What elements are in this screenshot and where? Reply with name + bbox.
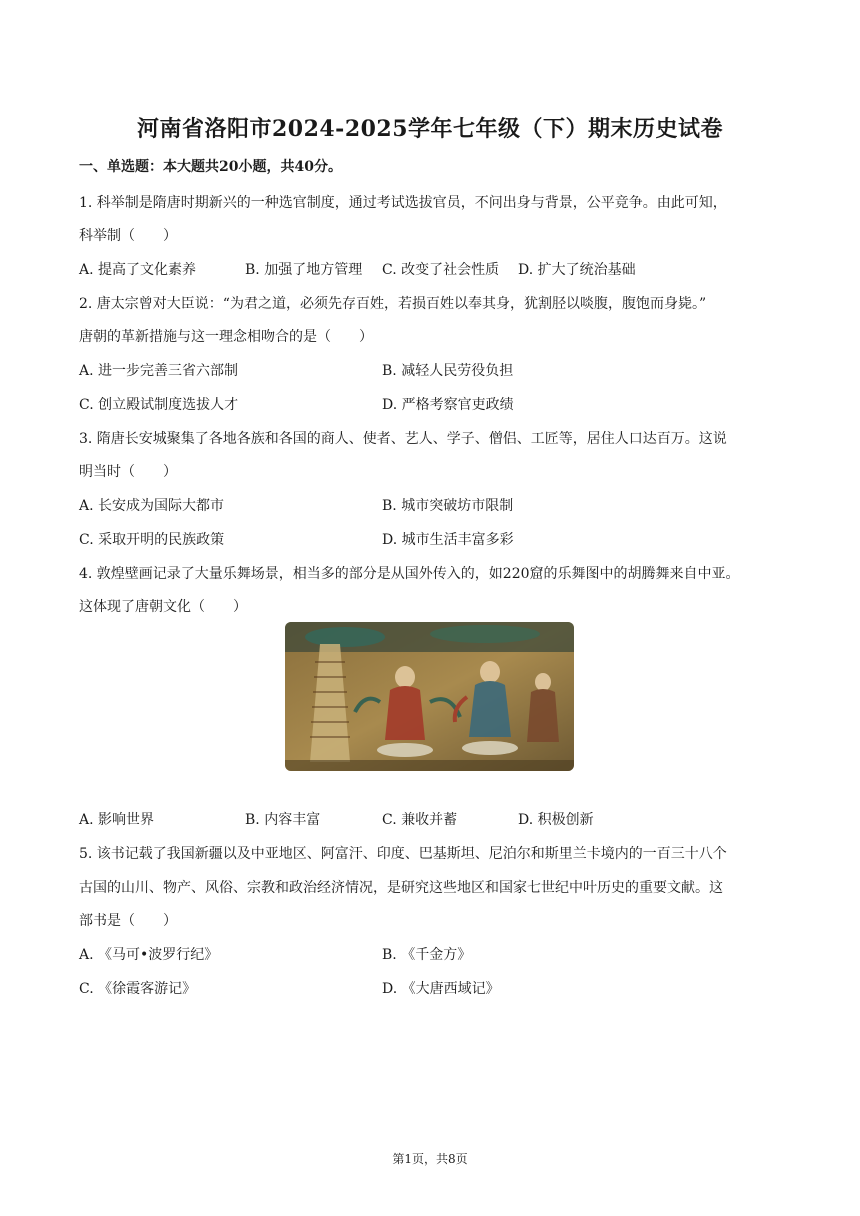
question-3-line-2: 明当时（ ）	[79, 464, 177, 480]
question-5-line-3: 部书是（ ）	[79, 913, 177, 929]
section-heading: 一、单选题：本大题共20小题，共40分。	[79, 159, 342, 175]
q5-option-c: C. 《徐霞客游记》	[79, 981, 197, 997]
question-4-line-2: 这体现了唐朝文化（ ）	[79, 599, 247, 615]
q2-option-c: C. 创立殿试制度选拔人才	[79, 397, 239, 413]
q5-option-b: B. 《千金方》	[382, 947, 472, 963]
question-4-line-1: 4. 敦煌壁画记录了大量乐舞场景，相当多的部分是从国外传入的，如220窟的乐舞图中的胡腾舞来自中亚。	[79, 566, 740, 582]
question-1-line-2: 科举制（ ）	[79, 228, 177, 244]
question-3-line-1: 3. 隋唐长安城聚集了各地各族和各国的商人、使者、艺人、学子、僧侣、工匠等，居住人口达百万。这说	[79, 431, 727, 447]
q5-option-d: D. 《大唐西域记》	[382, 981, 500, 997]
q1-option-a: A. 提高了文化素养	[79, 262, 197, 278]
q4-option-a: A. 影响世界	[79, 812, 155, 828]
question-5-line-2: 古国的山川、物产、风俗、宗教和政治经济情况，是研究这些地区和国家七世纪中叶历史的重要文献。这	[79, 880, 723, 896]
page-title: 河南省洛阳市2024-2025学年七年级（下）期末历史试卷	[136, 116, 724, 142]
q2-option-d: D. 严格考察官吏政绩	[382, 397, 514, 413]
q1-option-b: B. 加强了地方管理	[245, 262, 363, 278]
q3-option-a: A. 长安成为国际大都市	[79, 498, 225, 514]
question-2-line-2: 唐朝的革新措施与这一理念相吻合的是（ ）	[79, 329, 373, 345]
q2-option-a: A. 进一步完善三省六部制	[79, 363, 239, 379]
q5-option-a: A. 《马可•波罗行纪》	[79, 947, 219, 963]
question-2-line-1: 2. 唐太宗曾对大臣说：“为君之道，必须先存百姓，若损百姓以奉其身，犹割胫以啖腹，腹饱而身毙。”	[79, 296, 707, 312]
dunhuang-mural-image	[285, 622, 574, 771]
question-5-line-1: 5. 该书记载了我国新疆以及中亚地区、阿富汗、印度、巴基斯坦、尼泊尔和斯里兰卡境内的一百三十八个	[79, 846, 727, 862]
q3-option-d: D. 城市生活丰富多彩	[382, 532, 514, 548]
q2-option-b: B. 减轻人民劳役负担	[382, 363, 514, 379]
q1-option-c: C. 改变了社会性质	[382, 262, 500, 278]
q3-option-c: C. 采取开明的民族政策	[79, 532, 225, 548]
q1-option-d: D. 扩大了统治基础	[518, 262, 636, 278]
page-footer: 第1页，共8页	[392, 1152, 468, 1166]
q4-option-c: C. 兼收并蓄	[382, 812, 458, 828]
q3-option-b: B. 城市突破坊市限制	[382, 498, 514, 514]
q4-option-b: B. 内容丰富	[245, 812, 321, 828]
question-1-line-1: 1. 科举制是隋唐时期新兴的一种选官制度，通过考试选拔官员，不问出身与背景，公平竞争。由此可知，	[79, 195, 727, 211]
q4-option-d: D. 积极创新	[518, 812, 594, 828]
